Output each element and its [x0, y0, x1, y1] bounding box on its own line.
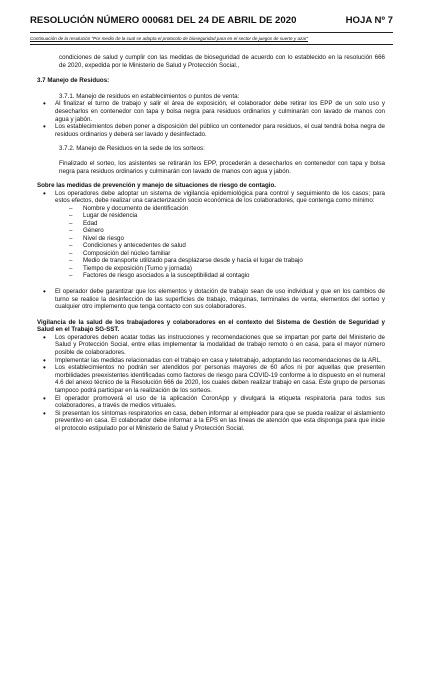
section-3-7-1-heading: 3.7.1. Manejo de residuos en establecimientos o puntos de venta: [59, 92, 240, 100]
prevention-bullet-text: Los operadores debe adoptar un sistema de vigilancia epidemiológica para control y seguimiento de los casos; para estos efectos, debe realizar una caracterización socio económica de los colaboradores, que contenga como mínimo: [55, 189, 385, 205]
list-item [55, 190, 385, 280]
characterization-dash-list [55, 205, 385, 280]
prevention-bullet-list [37, 190, 385, 311]
sheet-number: HOJA Nº 7 [345, 15, 393, 26]
list-item: • El operador promoverá el uso de la aplicación CoronApp y divulgará la etiqueta respiratoria para todos sus colaboradores, a través de medios virtuales. [55, 395, 385, 410]
intro-paragraph: condiciones de salud y cumplir con las medidas de bioseguridad de acuerdo con lo establecido en la resolución 666 de 2020, expedida por le Ministerio de Salud y Protección Social., [59, 54, 385, 69]
list-item: – Nombre y documento de identificación [83, 205, 385, 213]
list-item: • El operador debe garantizar que los elementos y dotación de trabajo sean de uso individual y que en los cambios de turno se realice la desinfección de las superficies de trabajo, máquinas, terminales de venta, elementos del sorteo y cualquier otro implemento que tenga contacto con sus colaboradores. [55, 288, 385, 311]
list-item: • Los establecimientos deben poner a disposición del público un contenedor para residuos, el cual tendrá bolsa negra de residuos ordinarios y deberá ser lavado y desinfectado. [55, 123, 385, 138]
list-item: – Nivel de riesgo [83, 235, 385, 243]
health-surveillance-heading: Vigilancia de la salud de los trabajadores y colaboradores en el contexto del Sistema de Gestión de Seguridad y Salud en el Trabajo SG-SST. [37, 318, 385, 334]
list-item: – Factores de riesgo asociados a la susceptibilidad al contagio [83, 272, 385, 280]
prevention-heading: Sobre las medidas de prevención y manejo de situaciones de riesgo de contagio. [37, 182, 276, 190]
section-3-7-2-paragraph: Finalizado el sorteo, los asistentes se retirarán los EPP, procederán a desecharlos en contenedor con tapa y bolsa negra para residuos ordinarios y culminarán con lavado de manos con agua y jabón. [59, 159, 385, 175]
list-item: – Tiempo de exposición (Turno y jornada) [83, 265, 385, 273]
continuation-line: Continuación de la resolución "Por medio de la cual se adopta el protocolo de bioseguridad para en el sector de juegos de suerte y azar" [30, 32, 393, 45]
list-item: • Los operadores deben acatar todas las instrucciones y recomendaciones que se impartan por parte del Ministerio de Salud y Protección Social, entre ellas implementar la modalidad de trabajo remoto o en casa, para el mayor número posible de colaboradores. [55, 334, 385, 357]
list-item: – Medio de transporte utilizado para desplazarse desde y hacia el lugar de trabajo [83, 257, 385, 265]
list-item: – Lugar de residencia [83, 212, 385, 220]
list-item: – Composición del núcleo familiar [83, 250, 385, 258]
list-item: • Al finalizar el turno de trabajo y salir el área de exposición, el colaborador debe retirar los EPP de un solo uso y desecharlos en contenedor con tapa y bolsa negra para residuos ordinarios y culminarán con lavado de manos con agua y jabón. [55, 100, 385, 123]
surveillance-bullet-list [37, 334, 385, 433]
list-item: • Implementar las medidas relacionadas con el trabajo en casa y teletrabajo, adoptando las recomendaciones de la ARL. [55, 357, 385, 365]
list-item: • Si presentan los síntomas respiratorios en casa, deben informar al empleador para que se pueda realizar el aislamiento preventivo en casa. El colaborador debe informar a la EPS en las líneas de atención que esta disponga para que inicie el protocolo estipulado por el Ministerio de Salud y Protección Social. [55, 410, 385, 433]
waste-bullet-list [37, 100, 385, 138]
section-3-7-2-heading: 3.7.2. Manejo de Residuos en la sede de los sorteos: [59, 145, 205, 153]
list-item: • Los establecimientos no podrán ser atendidos por personas mayores de 60 años ni por aquellas que presenten morbilidades preexistentes identificadas como factores de riesgo para COVID-19 conforme a lo dispuesto en el numeral 4.6 del anexo técnico de la Resolución 666 de 2020, los cuales deben realizar trabajo en casa. Este grupo de personas tampoco podrá participar en la realización de los sorteos. [55, 364, 385, 394]
document-body [37, 54, 385, 433]
list-item: – Condiciones y antecedentes de salud [83, 242, 385, 250]
section-3-7-heading: 3.7 Manejo de Residuos: [37, 77, 110, 85]
resolution-title: RESOLUCIÓN NÚMERO 000681 DEL 24 DE ABRIL DE 2020 [30, 15, 297, 26]
list-item: – Edad [83, 220, 385, 228]
list-item: – Género [83, 227, 385, 235]
